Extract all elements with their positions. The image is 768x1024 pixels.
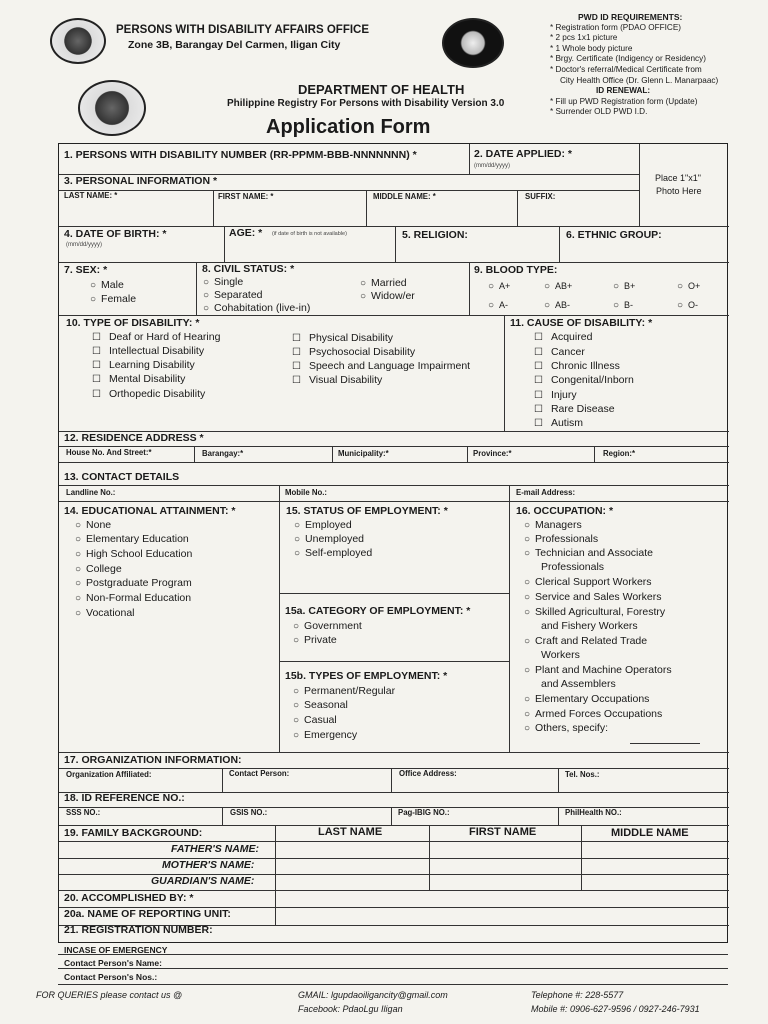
requirements-title: PWD ID REQUIREMENTS: bbox=[578, 12, 683, 22]
employment-type-radio[interactable]: ○ Emergency bbox=[293, 729, 357, 741]
disability-checkbox[interactable]: ☐ Speech and Language Impairment bbox=[292, 360, 470, 372]
cause-checkbox[interactable]: ☐ Acquired bbox=[534, 331, 592, 343]
field-12-label: 12. RESIDENCE ADDRESS * bbox=[64, 432, 204, 444]
mobile-label: Mobile No.: bbox=[285, 488, 328, 497]
req-item: * Doctor's referral/Medical Certificate from bbox=[550, 64, 702, 74]
field-16-label: 16. OCCUPATION: * bbox=[516, 505, 614, 517]
house-street-label: House No. And Street:* bbox=[66, 448, 152, 457]
form-title: Application Form bbox=[266, 116, 431, 138]
blood-radio[interactable]: ○ B+ bbox=[613, 281, 635, 292]
province-label: Province:* bbox=[473, 449, 512, 458]
field-1-label: 1. PERSONS WITH DISABILITY NUMBER (RR-PPMM-BBB-NNNNNNN) * bbox=[64, 149, 417, 161]
employment-type-radio[interactable]: ○ Permanent/Regular bbox=[293, 685, 395, 697]
education-radio[interactable]: ○ College bbox=[75, 563, 122, 575]
civil-married-radio[interactable]: ○ Married bbox=[360, 277, 407, 289]
req-item: * 2 pcs 1x1 picture bbox=[550, 33, 618, 43]
philhealth-label: PhilHealth NO.: bbox=[565, 808, 622, 817]
field-11-label: 11. CAUSE OF DISABILITY: * bbox=[510, 317, 653, 329]
occupation-radio[interactable]: ○ Others, specify: bbox=[524, 722, 608, 734]
field-15b-label: 15b. TYPES OF EMPLOYMENT: * bbox=[285, 670, 448, 682]
age-hint: (if date of birth is not available) bbox=[272, 231, 347, 237]
employment-status-radio[interactable]: ○ Employed bbox=[294, 519, 352, 531]
sex-male-radio[interactable]: ○ Male bbox=[90, 279, 124, 291]
field-14-label: 14. EDUCATIONAL ATTAINMENT: * bbox=[64, 505, 236, 517]
blood-radio[interactable]: ○ O- bbox=[677, 300, 698, 311]
employment-category-radio[interactable]: ○ Private bbox=[293, 634, 337, 646]
field-8-label: 8. CIVIL STATUS: * bbox=[202, 263, 295, 275]
field-13-label: 13. CONTACT DETAILS bbox=[64, 471, 180, 483]
occupation-radio[interactable]: ○ Skilled Agricultural, Forestry bbox=[524, 606, 665, 618]
emergency-contact-nos-label: Contact Person's Nos.: bbox=[64, 972, 158, 982]
renewal-title: ID RENEWAL: bbox=[596, 86, 651, 96]
renewal-item: * Fill up PWD Registration form (Update) bbox=[550, 96, 698, 106]
field-5-label: 5. RELIGION: bbox=[402, 229, 468, 241]
civil-cohabitation-radio[interactable]: ○ Cohabitation (live-in) bbox=[203, 302, 310, 314]
blood-radio[interactable]: ○ B- bbox=[613, 300, 633, 311]
emergency-title: INCASE OF EMERGENCY bbox=[64, 945, 168, 955]
footer-mobile: Mobile #: 0906-627-9596 / 0927-246-7931 bbox=[531, 1004, 700, 1014]
sex-female-radio[interactable]: ○ Female bbox=[90, 293, 136, 305]
footer-telephone: Telephone #: 228-5577 bbox=[531, 990, 624, 1000]
org-affiliated-label: Organization Affiliated: bbox=[66, 770, 152, 779]
education-radio[interactable]: ○ Non-Formal Education bbox=[75, 592, 191, 604]
disability-checkbox[interactable]: ☐ Intellectual Disability bbox=[92, 345, 204, 357]
last-name-label: LAST NAME: * bbox=[64, 191, 118, 200]
occupation-radio[interactable]: ○ Technician and Associate bbox=[524, 547, 653, 559]
footer-queries: FOR QUERIES please contact us @ bbox=[36, 990, 183, 1000]
blood-radio[interactable]: ○ AB+ bbox=[544, 281, 572, 292]
requirements-box bbox=[550, 12, 765, 118]
column-last-name: LAST NAME bbox=[318, 826, 383, 838]
field-4-label: 4. DATE OF BIRTH: * bbox=[64, 228, 167, 240]
middle-name-label: MIDDLE NAME: * bbox=[373, 192, 436, 201]
disability-checkbox[interactable]: ☐ Visual Disability bbox=[292, 374, 382, 386]
barangay-label: Barangay:* bbox=[202, 449, 244, 458]
father-name-label: FATHER'S NAME: bbox=[171, 843, 260, 855]
occupation-radio[interactable]: ○ Elementary Occupations bbox=[524, 693, 649, 705]
field-3-label: 3. PERSONAL INFORMATION * bbox=[64, 175, 218, 187]
field-18-label: 18. ID REFERENCE NO.: bbox=[64, 792, 185, 804]
occupation-radio[interactable]: ○ Service and Sales Workers bbox=[524, 591, 662, 603]
field-20a-label: 20a. NAME OF REPORTING UNIT: bbox=[64, 908, 231, 920]
occupation-radio-cont: Professionals bbox=[541, 561, 605, 573]
employment-status-radio[interactable]: ○ Self-employed bbox=[294, 547, 372, 559]
registry-name: Philippine Registry For Persons with Disability Version 3.0 bbox=[227, 98, 505, 109]
civil-widow-radio[interactable]: ○ Widow/er bbox=[360, 290, 415, 302]
field-21-label: 21. REGISTRATION NUMBER: bbox=[64, 924, 213, 936]
occupation-radio[interactable]: ○ Plant and Machine Operators bbox=[524, 664, 672, 676]
education-radio[interactable]: ○ Elementary Education bbox=[75, 533, 189, 545]
education-radio[interactable]: ○ High School Education bbox=[75, 548, 192, 560]
req-item: * Brgy. Certificate (Indigency or Residency) bbox=[550, 54, 706, 64]
education-radio[interactable]: ○ None bbox=[75, 519, 111, 531]
blood-radio[interactable]: ○ A- bbox=[488, 300, 508, 311]
req-item: * 1 Whole body picture bbox=[550, 43, 633, 53]
employment-type-radio[interactable]: ○ Casual bbox=[293, 714, 337, 726]
emergency-contact-name-label: Contact Person's Name: bbox=[64, 958, 162, 968]
field-2-label: 2. DATE APPLIED: * bbox=[474, 148, 573, 160]
civil-separated-radio[interactable]: ○ Separated bbox=[203, 289, 263, 301]
column-middle-name: MIDDLE NAME bbox=[611, 827, 689, 839]
city-seal-logo bbox=[50, 18, 106, 64]
field-7-label: 7. SEX: * bbox=[64, 264, 108, 276]
mother-name-label: MOTHER'S NAME: bbox=[162, 859, 255, 871]
age-label: AGE: * bbox=[229, 227, 263, 239]
email-label: E-mail Address: bbox=[516, 488, 576, 497]
req-item: * Registration form (PDAO OFFICE) bbox=[550, 22, 682, 32]
department-name: DEPARTMENT OF HEALTH bbox=[298, 82, 465, 97]
cause-checkbox[interactable]: ☐ Injury bbox=[534, 389, 577, 401]
field-9-label: 9. BLOOD TYPE: bbox=[474, 264, 558, 276]
photo-box[interactable] bbox=[640, 165, 726, 223]
office-address: Zone 3B, Barangay Del Carmen, Iligan City bbox=[128, 39, 341, 51]
field-17-label: 17. ORGANIZATION INFORMATION: bbox=[64, 754, 242, 766]
cause-checkbox[interactable]: ☐ Congenital/Inborn bbox=[534, 374, 634, 386]
first-name-label: FIRST NAME: * bbox=[218, 192, 274, 201]
education-radio[interactable]: ○ Vocational bbox=[75, 607, 135, 619]
footer-gmail: GMAIL: lgupdaoiligancity@gmail.com bbox=[298, 990, 448, 1000]
field-15-label: 15. STATUS OF EMPLOYMENT: * bbox=[286, 505, 448, 517]
contact-person-label: Contact Person: bbox=[229, 769, 290, 778]
occupation-radio[interactable]: ○ Clerical Support Workers bbox=[524, 576, 652, 588]
office-address-label: Office Address: bbox=[399, 769, 457, 778]
blood-radio[interactable]: ○ O+ bbox=[677, 281, 700, 292]
occupation-radio-cont: and Fishery Workers bbox=[541, 620, 638, 632]
pdao-logo bbox=[442, 18, 504, 68]
field-19-label: 19. FAMILY BACKGROUND: bbox=[64, 827, 203, 839]
occupation-radio-cont: Workers bbox=[541, 649, 580, 661]
date-applied-hint: (mm/dd/yyyy) bbox=[474, 163, 510, 169]
field-20-label: 20. ACCOMPLISHED BY: * bbox=[64, 892, 194, 904]
renewal-item: * Surrender OLD PWD I.D. bbox=[550, 107, 648, 117]
cause-checkbox[interactable]: ☐ Chronic Illness bbox=[534, 360, 620, 372]
suffix-label: SUFFIX: bbox=[525, 192, 556, 201]
cause-checkbox[interactable]: ☐ Rare Disease bbox=[534, 403, 615, 415]
photo-placeholder: Place 1"x1" bbox=[655, 173, 701, 183]
footer-facebook: Facebook: PdaoLgu Iligan bbox=[298, 1004, 403, 1014]
education-radio[interactable]: ○ Postgraduate Program bbox=[75, 577, 192, 589]
occupation-radio[interactable]: ○ Managers bbox=[524, 519, 582, 531]
photo-placeholder-2: Photo Here bbox=[656, 186, 702, 196]
req-item: City Health Office (Dr. Glenn L. Manarpaac) bbox=[560, 75, 719, 85]
field-15a-label: 15a. CATEGORY OF EMPLOYMENT: * bbox=[285, 605, 471, 617]
disability-checkbox[interactable]: ☐ Physical Disability bbox=[292, 332, 393, 344]
occupation-radio[interactable]: ○ Professionals bbox=[524, 533, 598, 545]
cause-checkbox[interactable]: ☐ Autism bbox=[534, 417, 583, 429]
column-first-name: FIRST NAME bbox=[469, 826, 537, 838]
municipality-label: Municipality:* bbox=[338, 449, 389, 458]
occupation-radio[interactable]: ○ Armed Forces Occupations bbox=[524, 708, 662, 720]
occupation-others-input[interactable] bbox=[630, 743, 700, 744]
field-6-label: 6. ETHNIC GROUP: bbox=[566, 229, 662, 241]
gsis-label: GSIS NO.: bbox=[230, 808, 268, 817]
region-label: Region:* bbox=[603, 449, 636, 458]
pagibig-label: Pag-IBIG NO.: bbox=[398, 808, 450, 817]
disability-checkbox[interactable]: ☐ Learning Disability bbox=[92, 359, 195, 371]
tel-nos-label: Tel. Nos.: bbox=[565, 770, 600, 779]
blood-radio[interactable]: ○ AB- bbox=[544, 300, 570, 311]
office-name: PERSONS WITH DISABILITY AFFAIRS OFFICE bbox=[116, 24, 370, 36]
employment-category-radio[interactable]: ○ Government bbox=[293, 620, 362, 632]
doh-seal-logo bbox=[78, 80, 146, 136]
occupation-radio[interactable]: ○ Craft and Related Trade bbox=[524, 635, 647, 647]
disability-checkbox[interactable]: ☐ Psychosocial Disability bbox=[292, 346, 415, 358]
guardian-name-label: GUARDIAN'S NAME: bbox=[151, 875, 255, 887]
disability-checkbox[interactable]: ☐ Orthopedic Disability bbox=[92, 388, 205, 400]
landline-label: Landline No.: bbox=[66, 488, 116, 497]
blood-radio[interactable]: ○ A+ bbox=[488, 281, 510, 292]
dob-hint: (mm/dd/yyyy) bbox=[66, 242, 102, 248]
occupation-radio-cont: and Assemblers bbox=[541, 678, 616, 690]
employment-status-radio[interactable]: ○ Unemployed bbox=[294, 533, 364, 545]
civil-single-radio[interactable]: ○ Single bbox=[203, 276, 243, 288]
field-10-label: 10. TYPE OF DISABILITY: * bbox=[66, 317, 200, 329]
cause-checkbox[interactable]: ☐ Cancer bbox=[534, 346, 585, 358]
employment-type-radio[interactable]: ○ Seasonal bbox=[293, 699, 348, 711]
disability-checkbox[interactable]: ☐ Mental Disability bbox=[92, 373, 185, 385]
disability-checkbox[interactable]: ☐ Deaf or Hard of Hearing bbox=[92, 331, 220, 343]
sss-label: SSS NO.: bbox=[66, 808, 101, 817]
